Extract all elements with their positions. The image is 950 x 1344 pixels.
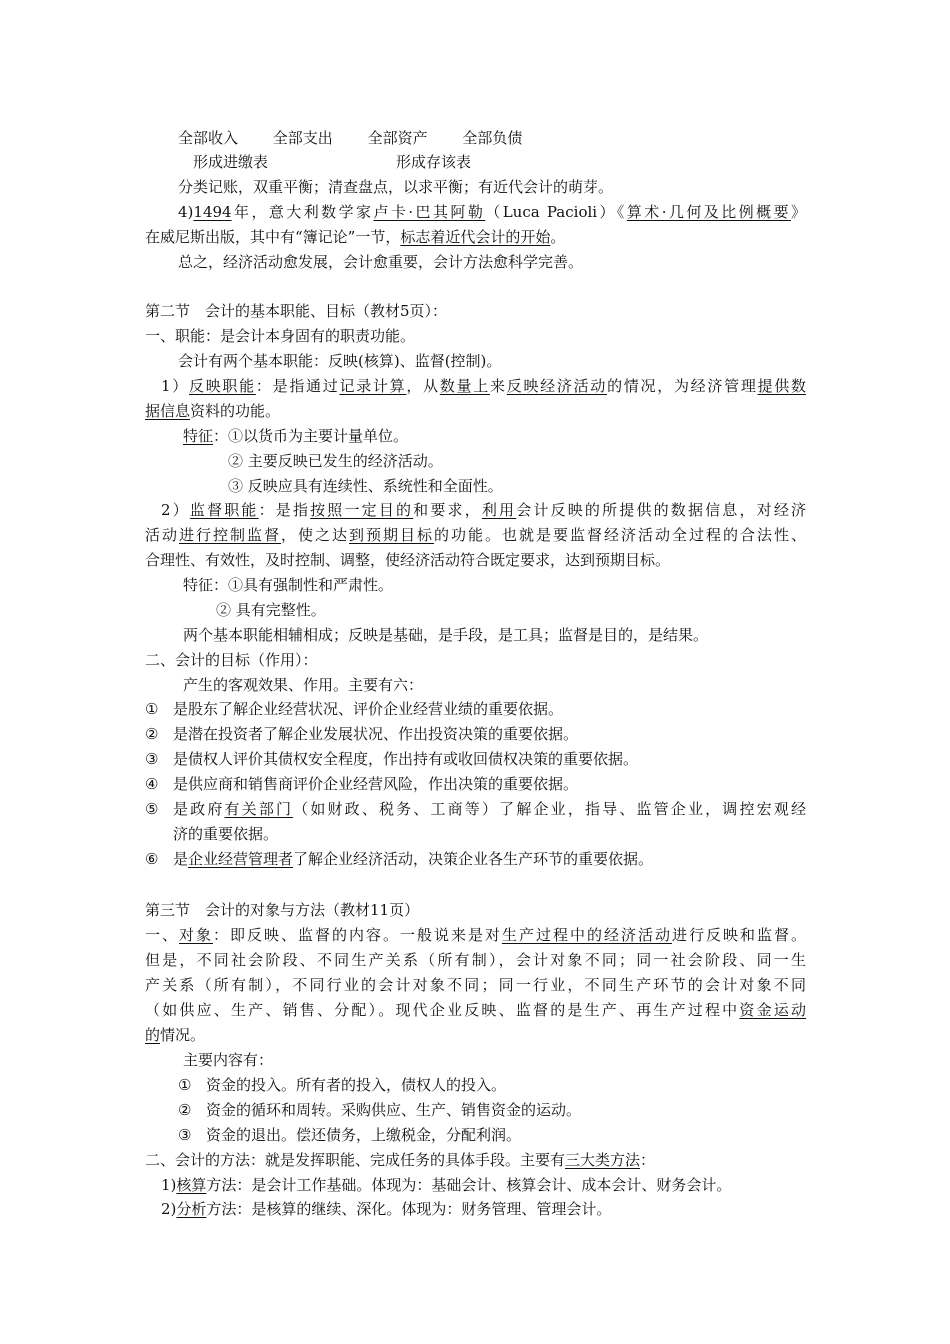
- objectives-intro: 产生的客观效果、作用。主要有六：: [183, 676, 424, 694]
- two-functions-line: 会计有两个基本职能：反映(核算)、监督(控制)。: [178, 352, 502, 370]
- goal-item: ④ 是供应商和销售商评价企业经营风险，作出决策的重要依据。: [145, 775, 579, 793]
- object-line5: 的情况。: [145, 1026, 206, 1044]
- reflect-feature-2: ② 主要反映已发生的经济活动。: [228, 452, 443, 470]
- form-label-1: 形成进缴表: [193, 153, 269, 171]
- supervise-feature-2: ② 具有完整性。: [216, 601, 326, 619]
- pacioli-name: 卢卡·巴其阿勒: [373, 203, 486, 221]
- object-line1: 一、对象：即反映、监督的内容。一般说来是对生产过程中的经济活动进行反映和监督。: [145, 926, 806, 944]
- flow-term-income: 全部收入: [178, 129, 239, 147]
- supervise-function-line1: 2）监督职能：是指按照一定目的和要求，利用会计反映的所提供的数据信息，对经济: [161, 501, 806, 519]
- method-accounting: 1)核算方法：是会计工作基础。体现为：基础会计、核算会计、成本会计、财务会计。: [161, 1176, 732, 1194]
- supervise-function-line3: 合理性、有效性，及时控制、调整，使经济活动符合既定要求，达到预期目标。: [145, 551, 671, 569]
- pacioli-paragraph-line1: 4)1494年，意大利数学家卢卡·巴其阿勒（Luca Pacioli）《算术·几何及比例概要》: [178, 203, 806, 221]
- main-content-label: 主要内容有：: [183, 1051, 274, 1069]
- supervise-function-line2: 活动进行控制监督，使之达到预期目标的功能。也就是要监督经济活动全过程的合法性、: [145, 526, 806, 544]
- content-item: ③ 资金的退出。偿还债务，上缴税金，分配利润。: [178, 1126, 522, 1144]
- year-1494: 1494: [193, 203, 232, 221]
- object-line4: （如供应、生产、销售、分配）。现代企业反映、监督的是生产、再生产过程中资金运动: [145, 1001, 806, 1019]
- conclusion-line: 总之，经济活动愈发展，会计愈重要，会计方法愈科学完善。: [178, 253, 584, 271]
- object-line2: 但是，不同社会阶段、不同生产关系（所有制），会计对象不同；同一社会阶段、同一生: [145, 951, 806, 969]
- functions-definition: 一、职能：是会计本身固有的职责功能。: [145, 327, 416, 345]
- methods-heading: 二、会计的方法：就是发挥职能、完成任务的具体手段。主要有三大类方法：: [145, 1151, 656, 1169]
- method-analysis: 2)分析方法：是核算的继续、深化。体现为：财务管理、管理会计。: [161, 1200, 612, 1218]
- flow-term-expense: 全部支出: [272, 129, 333, 147]
- section-2-heading: 第二节 会计的基本职能、目标（教材5页）：: [145, 302, 448, 320]
- book-title: 算术·几何及比例概要: [626, 203, 791, 221]
- summary-line: 分类记账，双重平衡；清查盘点，以求平衡；有近代会计的萌芽。: [178, 178, 614, 196]
- reflect-function-line2: 据信息资料的功能。: [145, 402, 281, 420]
- flow-terms-row: [178, 127, 522, 149]
- modern-accounting-start: 标志着近代会计的开始: [400, 228, 551, 246]
- section-3-heading: 第三节 会计的对象与方法（教材11页）: [145, 901, 420, 919]
- goal-item: ③ 是债权人评价其债权安全程度，作出持有或收回债权决策的重要依据。: [145, 750, 639, 768]
- content-item: ① 资金的投入。所有者的投入，债权人的投入。: [178, 1076, 507, 1094]
- flow-term-assets: 全部资产: [367, 129, 428, 147]
- goal-item-continuation: 济的重要依据。: [173, 825, 279, 843]
- flow-term-liabilities: 全部负债: [462, 129, 523, 147]
- content-item: ② 资金的循环和周转。采购供应、生产、销售资金的运动。: [178, 1101, 582, 1119]
- object-line3: 产关系（所有制），不同行业的会计对象不同；同一行业，不同生产环节的会计对象不同: [145, 976, 806, 994]
- reflect-function-line1: 1）反映职能：是指通过记录计算，从数量上来反映经济活动的情况，为经济管理提供数: [161, 377, 806, 395]
- goal-item: ① 是股东了解企业经营状况、评价企业经营业绩的重要依据。: [145, 700, 564, 718]
- goal-item: ② 是潜在投资者了解企业发展状况、作出投资决策的重要依据。: [145, 725, 579, 743]
- goal-item: ⑤ 是政府有关部门（如财政、税务、工商等）了解企业，指导、监管企业，调控宏观经: [145, 800, 806, 818]
- functions-relation: 两个基本职能相辅相成；反映是基础，是手段，是工具；监督是目的，是结果。: [183, 626, 709, 644]
- form-label-2: 形成存该表: [396, 153, 472, 171]
- pacioli-paragraph-line2: 在威尼斯出版，其中有“簿记论”一节，标志着近代会计的开始。: [145, 228, 566, 246]
- reflect-feature-3: ③ 反映应具有连续性、系统性和全面性。: [228, 477, 503, 495]
- reflect-feature-1: 特征：①以货币为主要计量单位。: [183, 427, 409, 445]
- objectives-heading: 二、会计的目标（作用）：: [145, 651, 318, 669]
- supervise-feature-1: 特征：①具有强制性和严肃性。: [183, 576, 394, 594]
- goal-item: ⑥ 是企业经营管理者了解企业经济活动，决策企业各生产环节的重要依据。: [145, 850, 654, 868]
